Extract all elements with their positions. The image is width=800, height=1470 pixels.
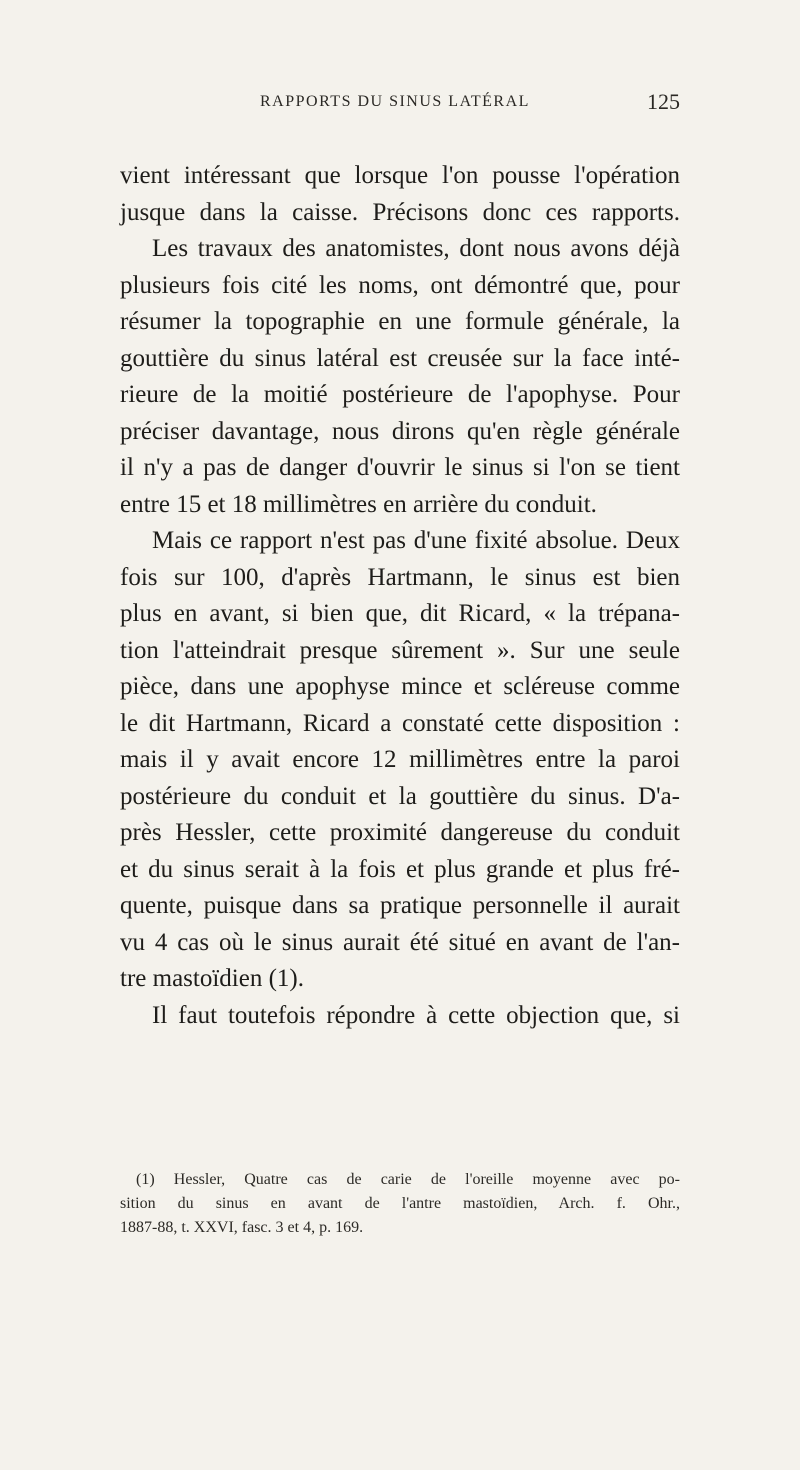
text-line: Mais ce rapport n'est pas d'une fixité absolue. Deux: [152, 527, 680, 554]
text-line: plus en avant, si bien que, dit Ricard, « la trépana-: [120, 600, 680, 627]
footnote: [120, 1168, 680, 1240]
text-line: il n'y a pas de danger d'ouvrir le sinus si l'on se tient: [120, 454, 680, 481]
text-line: entre 15 et 18 millimètres en arrière du conduit.: [120, 490, 597, 518]
text-line: le dit Hartmann, Ricard a constaté cette disposition :: [120, 709, 680, 737]
text-line: mais il y avait encore 12 millimètres entre la paroi: [120, 746, 680, 773]
footnote-line: sition du sinus en avant de l'antre mastoïdien, Arch. f. Ohr.,: [120, 1195, 680, 1212]
text-line: tion l'atteindrait presque sûrement ». Sur une seule: [120, 636, 680, 664]
text-line: rieure de la moitié postérieure de l'apophyse. Pour: [120, 381, 680, 408]
page-number: 125: [647, 89, 680, 114]
text-line: tre mastoïdien (1).: [120, 965, 304, 992]
text-line: fois sur 100, d'après Hartmann, le sinus est bien: [120, 563, 680, 591]
text-line: quente, puisque dans sa pratique personnelle il aurait: [120, 892, 680, 919]
text-line: vient intéressant que lorsque l'on pousse l'opération: [120, 162, 680, 189]
text-line: postérieure du conduit et la gouttière du sinus. D'a-: [120, 782, 680, 810]
text-line: vu 4 cas où le sinus aurait été situé en avant de l'an-: [120, 928, 680, 956]
footnote-line: 1887-88, t. XXVI, fasc. 3 et 4, p. 169.: [120, 1219, 364, 1236]
text-line: jusque dans la caisse. Précisons donc ces rapports.: [120, 198, 680, 226]
text-line: Les travaux des anatomistes, dont nous avons déjà: [152, 235, 680, 262]
body-text: [120, 158, 680, 1034]
text-line: Il faut toutefois répondre à cette objection que, si: [152, 1001, 680, 1029]
footnote-line: (1) Hessler, Quatre cas de carie de l'oreille moyenne avec po-: [136, 1171, 680, 1188]
page-header: [120, 89, 680, 123]
text-line: et du sinus serait à la fois et plus grande et plus fré-: [120, 855, 680, 883]
text-line: plusieurs fois cité les noms, ont démontré que, pour: [120, 271, 680, 299]
text-line: résumer la topographie en une formule générale, la: [120, 308, 680, 335]
text-line: gouttière du sinus latéral est creusée sur la face inté-: [120, 344, 680, 372]
text-line: préciser davantage, nous dirons qu'en règle générale: [120, 417, 680, 445]
text-line: pièce, dans une apophyse mince et scléreuse comme: [120, 673, 680, 700]
running-title: RAPPORTS DU SINUS LATÉRAL: [260, 93, 530, 110]
text-line: près Hessler, cette proximité dangereuse du conduit: [120, 819, 680, 846]
